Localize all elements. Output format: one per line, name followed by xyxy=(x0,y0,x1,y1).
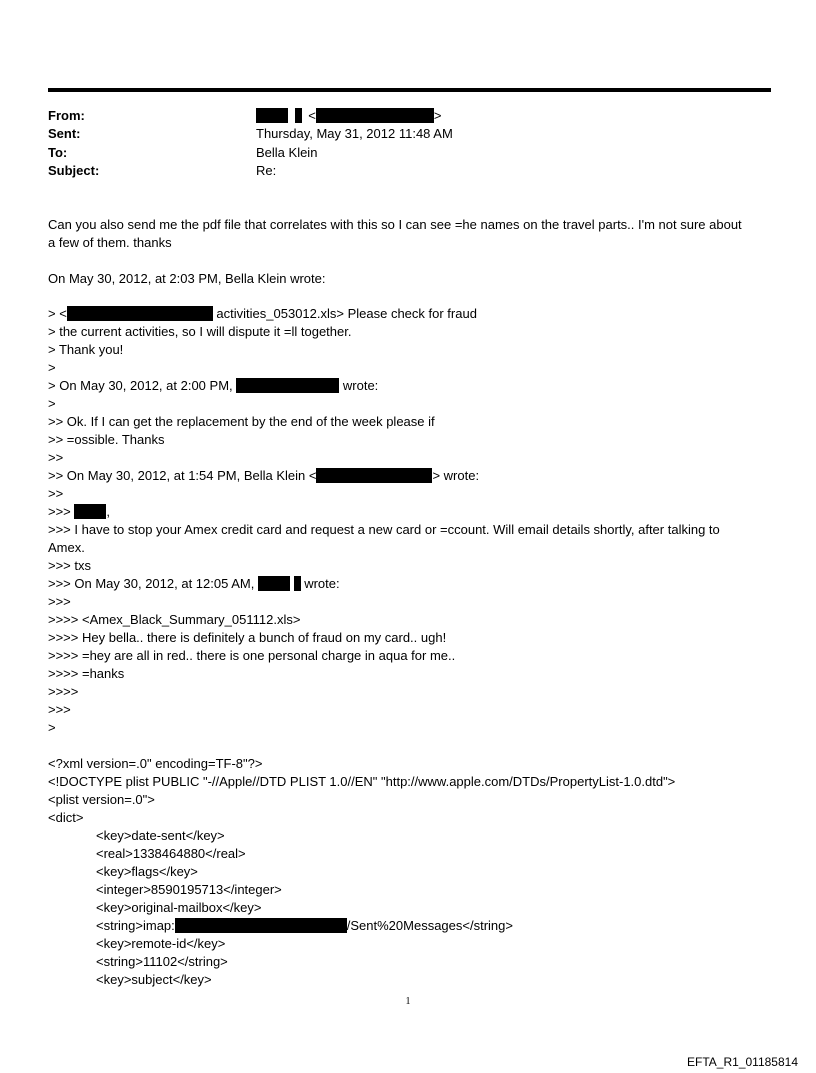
quote-line: >> =ossible. Thanks xyxy=(48,432,165,447)
redaction xyxy=(316,108,434,123)
quote-line: >>>> xyxy=(48,684,79,699)
quote-line: > xyxy=(48,360,56,375)
quote-line: >> xyxy=(48,450,64,465)
quote-line: >>>> =hanks xyxy=(48,666,125,681)
xml-line: <!DOCTYPE plist PUBLIC "-//Apple//DTD PLIST 1.0//EN" "http://www.apple.com/DTDs/PropertyList-1.0.dtd"> xyxy=(48,774,676,789)
xml-line: <real>1338464880</real> xyxy=(96,846,246,861)
quote-line: >>> txs xyxy=(48,558,91,573)
to-label: To: xyxy=(48,145,68,160)
sent-value: Thursday, May 31, 2012 11:48 AM xyxy=(256,126,453,141)
redaction xyxy=(236,378,339,393)
quote-line: >>> xyxy=(48,702,71,717)
quote-line: >>>> =hey are all in red.. there is one personal charge in aqua for me.. xyxy=(48,648,456,663)
quote-line: Amex. xyxy=(48,540,85,555)
from-label: From: xyxy=(48,108,85,123)
redaction xyxy=(316,468,432,483)
xml-line: <key>original-mailbox</key> xyxy=(96,900,262,915)
quote-line: >>>> <Amex_Black_Summary_051112.xls> xyxy=(48,612,301,627)
quote-line: >> Ok. If I can get the replacement by the end of the week please if xyxy=(48,414,435,429)
quote-line: >> On May 30, 2012, at 1:54 PM, Bella Klein < > wrote: xyxy=(48,468,480,483)
xml-line: <key>remote-id</key> xyxy=(96,936,226,951)
bates-number: EFTA_R1_01185814 xyxy=(687,1055,798,1069)
quote-attribution: On May 30, 2012, at 2:03 PM, Bella Klein wrote: xyxy=(48,271,326,286)
body-text: Can you also send me the pdf file that correlates with this so I can see =he names on the travel parts.. I'm not sure about xyxy=(48,217,742,232)
redaction xyxy=(175,918,347,933)
redaction xyxy=(295,108,302,123)
from-value: < > xyxy=(256,108,441,123)
subject-value: Re: xyxy=(256,163,277,178)
body-text: a few of them. thanks xyxy=(48,235,172,250)
redaction xyxy=(258,576,290,591)
xml-line: <dict> xyxy=(48,810,84,825)
quote-line: >>> xyxy=(48,594,71,609)
quote-line: >>> I have to stop your Amex credit card and request a new card or =ccount. Will email details shortly, after talking to xyxy=(48,522,720,537)
subject-label: Subject: xyxy=(48,163,100,178)
quote-line: > < activities_053012.xls> Please check for fraud xyxy=(48,306,477,321)
to-value: Bella Klein xyxy=(256,145,318,160)
quote-line: >>> , xyxy=(48,504,111,519)
quote-line: > xyxy=(48,396,56,411)
quote-line: >> xyxy=(48,486,64,501)
redaction xyxy=(256,108,288,123)
quote-line: > On May 30, 2012, at 2:00 PM, wrote: xyxy=(48,378,379,393)
xml-line: <string>11102</string> xyxy=(96,954,228,969)
quote-line: > the current activities, so I will dispute it =ll together. xyxy=(48,324,352,339)
quote-line: >>>> Hey bella.. there is definitely a bunch of fraud on my card.. ugh! xyxy=(48,630,447,645)
quote-line: > xyxy=(48,720,56,735)
redaction xyxy=(294,576,301,591)
redaction xyxy=(74,504,106,519)
quote-line: >>> On May 30, 2012, at 12:05 AM, wrote: xyxy=(48,576,340,591)
sent-label: Sent: xyxy=(48,126,81,141)
quote-line: > Thank you! xyxy=(48,342,124,357)
header-rule xyxy=(48,88,771,92)
xml-line: <?xml version=.0" encoding=TF-8"?> xyxy=(48,756,263,771)
page-number: 1 xyxy=(405,996,411,1007)
xml-line: <string>imap: /Sent%20Messages</string> xyxy=(96,918,513,933)
xml-line: <plist version=.0"> xyxy=(48,792,155,807)
xml-line: <key>date-sent</key> xyxy=(96,828,225,843)
redaction xyxy=(67,306,213,321)
xml-line: <integer>8590195713</integer> xyxy=(96,882,282,897)
xml-line: <key>subject</key> xyxy=(96,972,212,987)
xml-line: <key>flags</key> xyxy=(96,864,198,879)
